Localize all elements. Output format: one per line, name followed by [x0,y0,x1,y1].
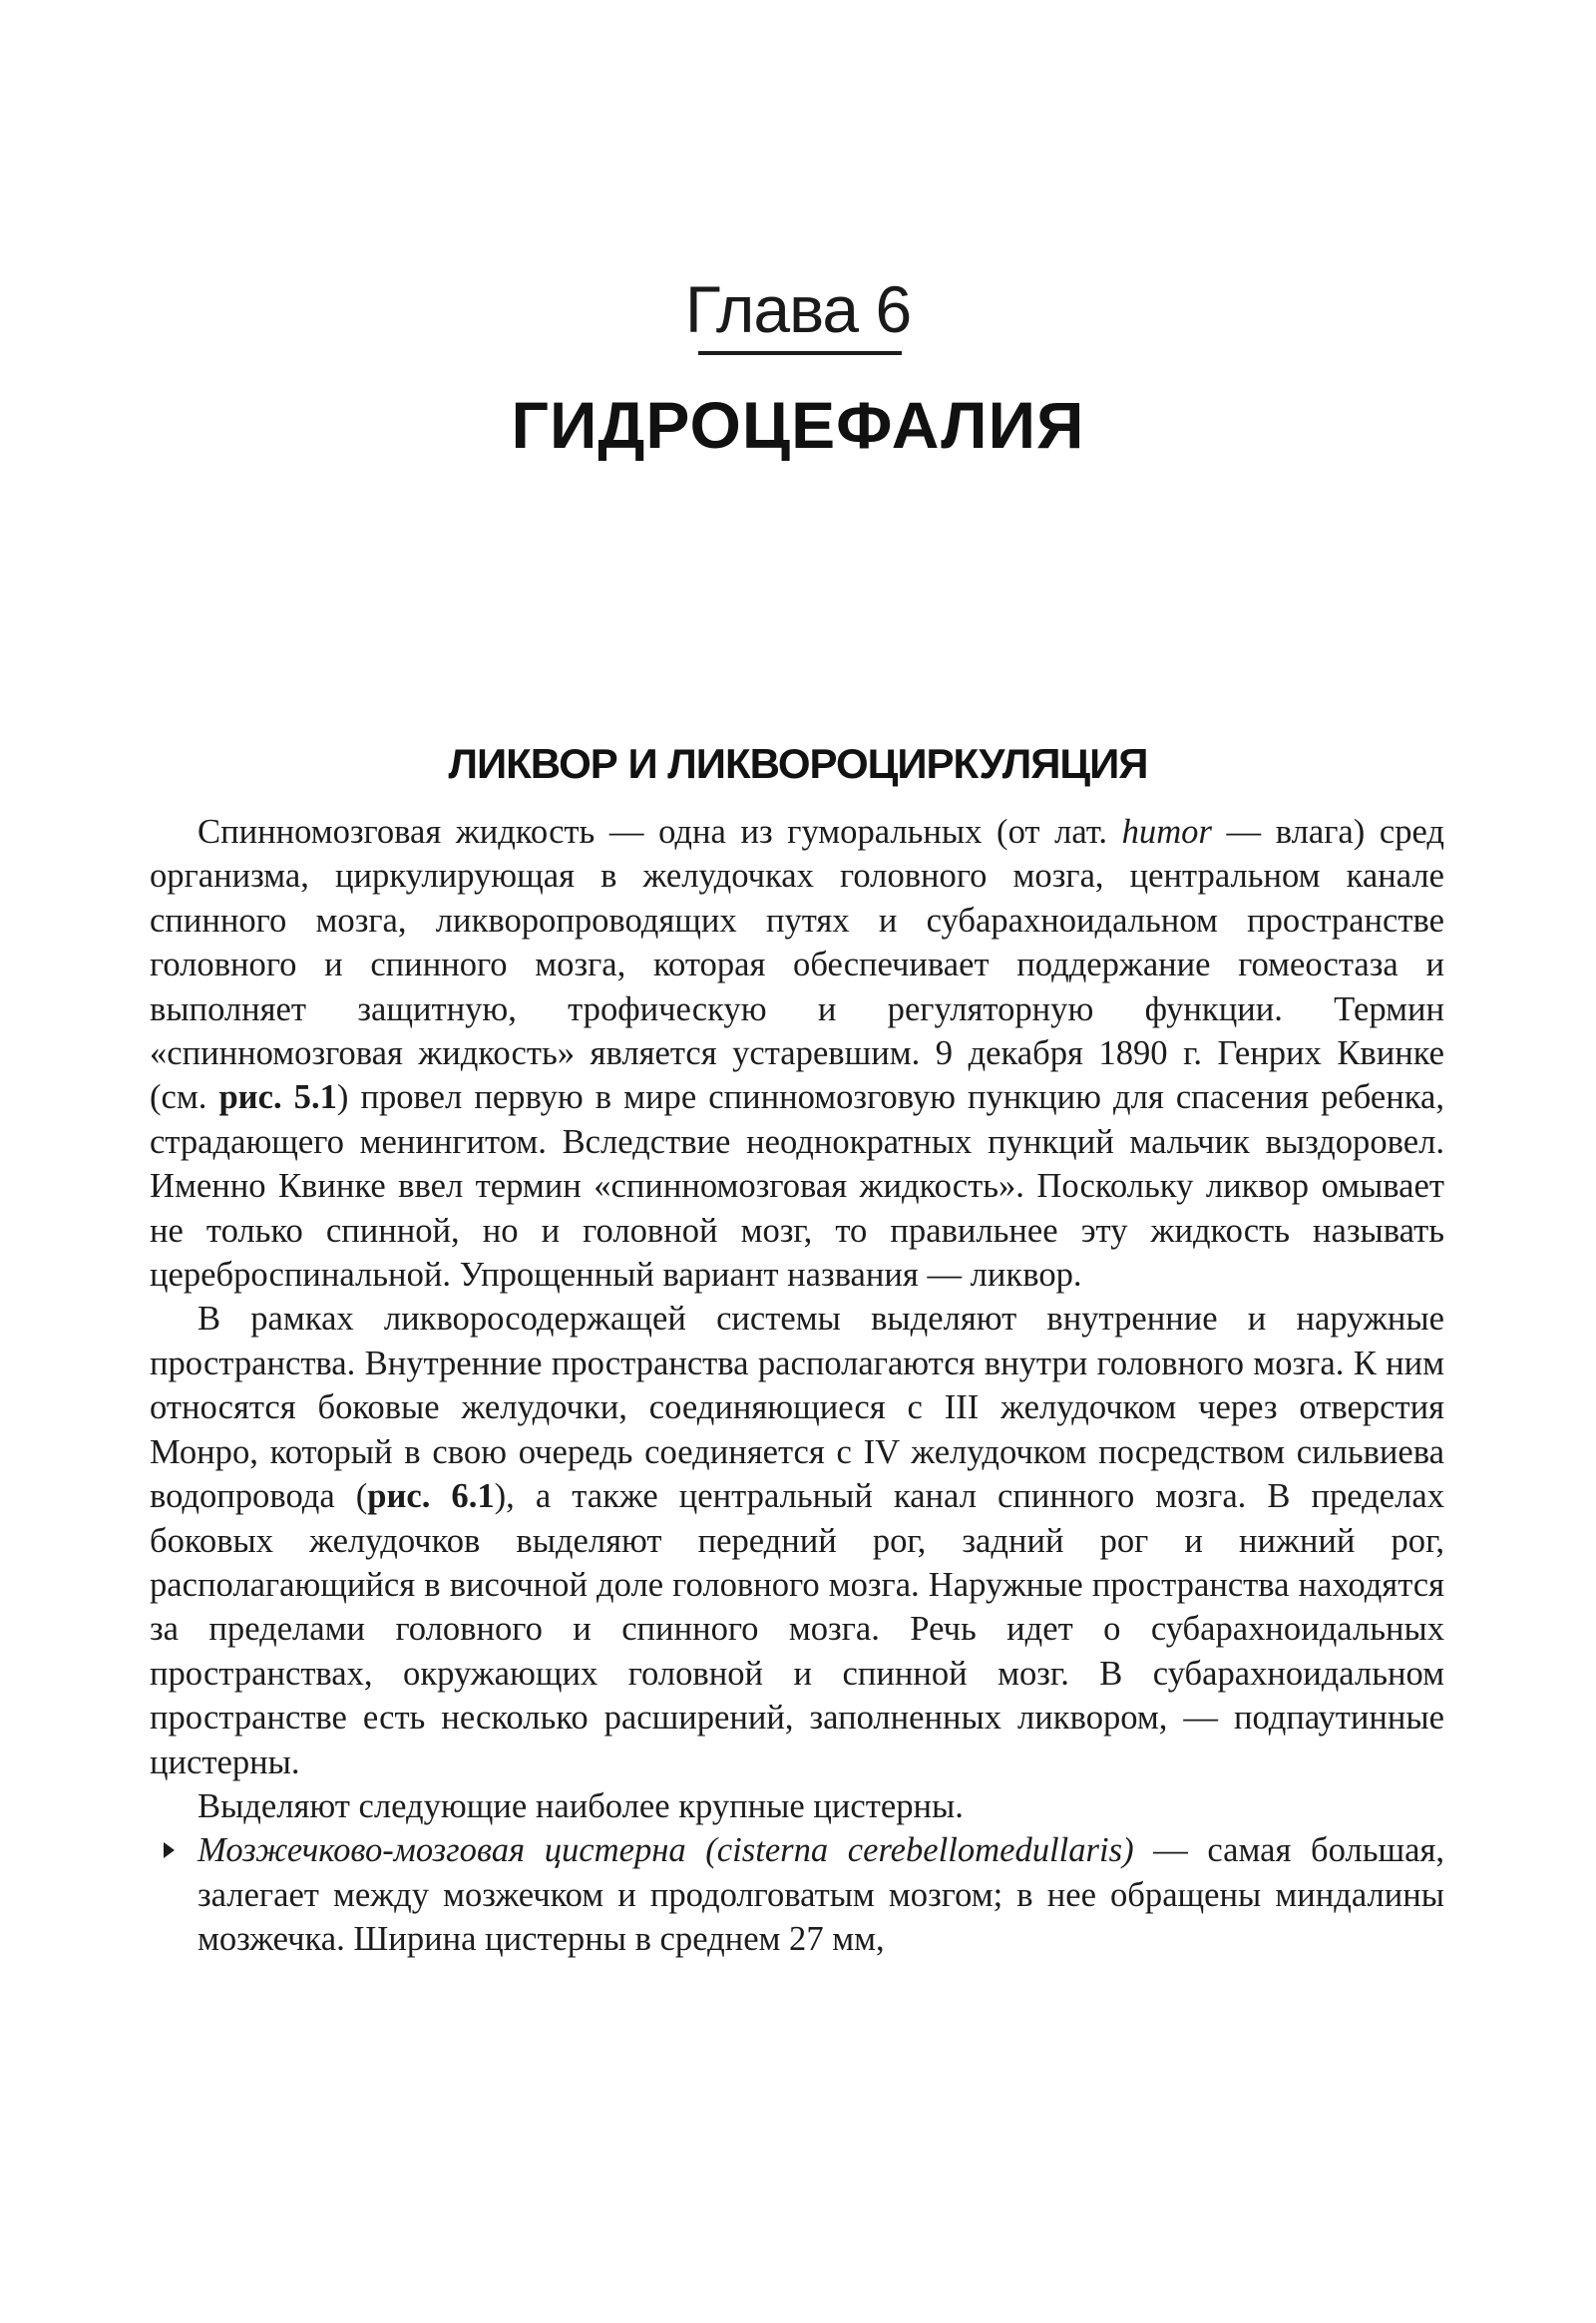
section-heading: ЛИКВОР И ЛИКВОРОЦИРКУЛЯЦИЯ [448,740,1148,787]
latin-term-humor: humor [1121,813,1212,851]
paragraph-1-text-c: ) провел первую в мире спинномозговую пункцию для спасения ребенка, страдающего менингитом. Вследствие неоднократных пункций мальчик выздоровел. Именно Квинке ввел термин «спинномозговая жидкость». Поскольку ликвор омывает не только спинной, но и головной мозг, то правильнее эту жидкость называть цереброспинальной. Упрощенный вариант названия — ликвор. [150,1078,1444,1295]
list-item-cisterna-cerebellomedullaris [150,1828,1444,1961]
body-text [150,810,1444,1962]
paragraph-2-text-a: В рамках ликворосодержащей системы выделяют внутренние и наружные пространства. Внутренние пространства располагаются внутри головного мозга. К ним относятся боковые желудочки, соединяющиеся с III желудочком через отверстия Монро, который в свою очередь соединяется с IV желудочком посредством сильвиева водопровода ( [150,1300,1444,1516]
paragraph-2 [150,1297,1444,1783]
paragraph-3: Выделяют следующие наиболее крупные цистерны. [198,1786,964,1825]
triangle-bullet-icon [164,1842,175,1858]
figure-reference-6-1: рис. 6.1 [367,1477,495,1516]
paragraph-1 [150,810,1444,1297]
paragraph-1-text-a: Спинномозговая жидкость — одна из гуморальных (от лат. [198,813,1122,851]
list-item-text: — самая большая, залегает между мозжечком и продолговатым мозгом; в нее обращены миндалины мозжечка. Ширина цистерны в среднем 27 мм, [198,1831,1445,1959]
list-item-term: Мозжечково-мозговая цистерна (cisterna cerebellomedullaris) [198,1831,1134,1870]
paragraph-2-text-b: ), а также центральный канал спинного мозга. В пределах боковых желудочков выделяют передний рог, задний рог и нижний рог, располагающийся в височной доле головного мозга. Наружные пространства находятся за пределами головного и спинного мозга. Речь идет о субарахноидальных пространствах, окружающих головной и спинной мозг. В субарахноидальном пространстве есть несколько расширений, заполненных ликвором, — подпаутинные цистерны. [150,1477,1444,1781]
chapter-label: Глава 6 [684,272,912,346]
paragraph-1-text-b: — влага) сред организма, циркулирующая в желудочках головного мозга, центральном канале спинного мозга, ликворопроводящих путях и субарахноидальном пространстве головного и спинного мозга, которая обеспечивает поддержание гомеостаза и выполняет защитную, трофическую и регуляторную функции. Термин «спинномозговая жидкость» является устаревшим. 9 декабря 1890 г. Генрих Квинке (см. [150,813,1444,1117]
chapter-title: ГИДРОЦЕФАЛИЯ [511,388,1085,462]
chapter-underline [698,351,902,355]
figure-reference-5-1: рис. 5.1 [218,1078,337,1117]
